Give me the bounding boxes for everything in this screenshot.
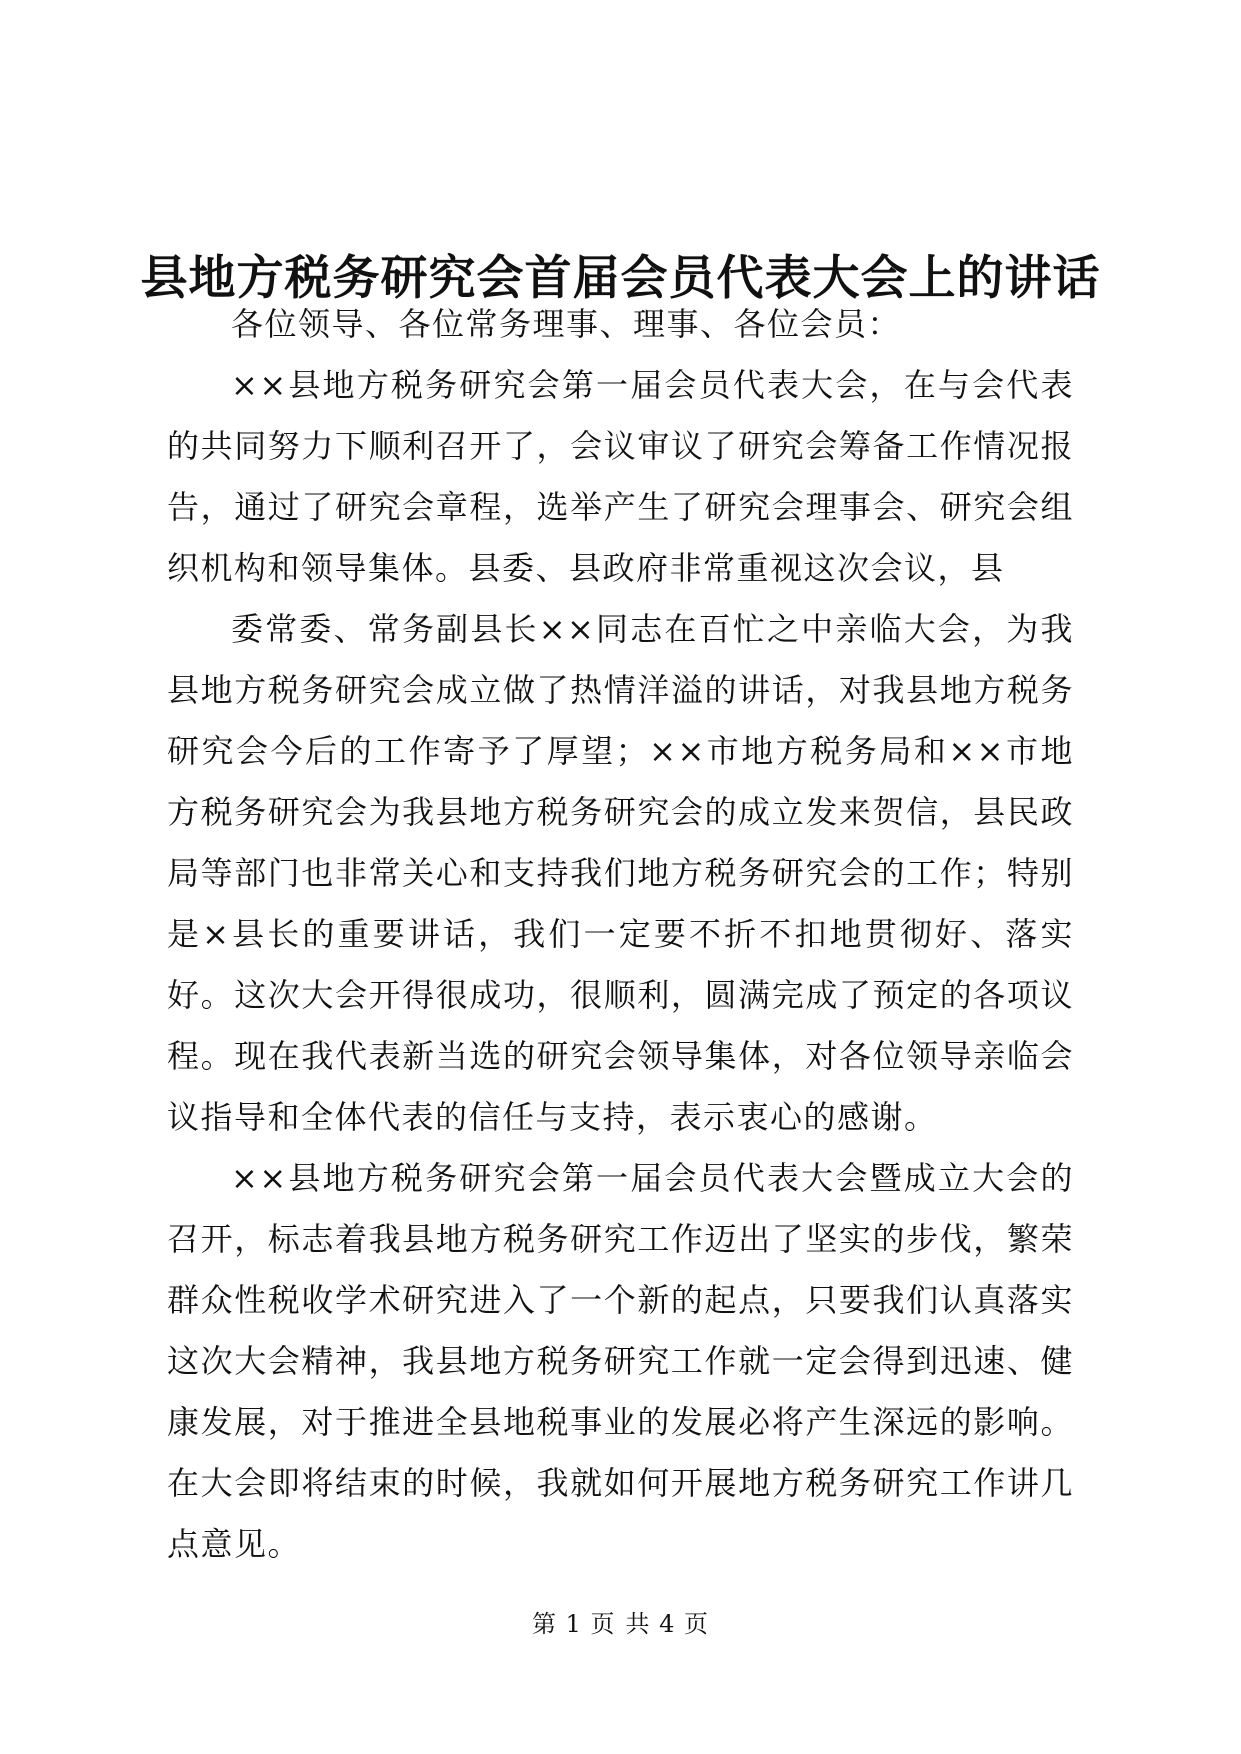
page-footer: [0, 1609, 1241, 1639]
body-paragraph-3: ××县地方税务研究会第一届会员代表大会暨成立大会的召开，标志着我县地方税务研究工作迈出了坚实的步伐，繁荣群众性税收学术研究进入了一个新的起点，只要我们认真落实这次大会精神，我县地方税务研究工作就一定会得到迅速、健康发展，对于推进全县地税事业的发展必将产生深远的影响。在大会即将结束的时候，我就如何开展地方税务研究工作讲几点意见。: [167, 1159, 1074, 1563]
page-number-total: 共 4 页: [625, 1610, 710, 1638]
page-number-current: 第 1 页: [531, 1610, 616, 1638]
body-paragraph-1: ××县地方税务研究会第一届会员代表大会，在与会代表的共同努力下顺利召开了，会议审议了研究会筹备工作情况报告，通过了研究会章程，选举产生了研究会理事会、研究会组织机构和领导集体。县委、县政府非常重视这次会议，县: [167, 366, 1074, 587]
body-paragraph-2: 委常委、常务副县长××同志在百忙之中亲临大会，为我县地方税务研究会成立做了热情洋溢的讲话，对我县地方税务研究会今后的工作寄予了厚望；××市地方税务局和××市地方税务研究会为我县地方税务研究会的成立发来贺信，县民政局等部门也非常关心和支持我们地方税务研究会的工作；特别是×县长的重要讲话，我们一定要不折不扣地贯彻好、落实好。这次大会开得很成功，很顺利，圆满完成了预定的各项议程。现在我代表新当选的研究会领导集体，对各位领导亲临会议指导和全体代表的信任与支持，表示衷心的感谢。: [167, 610, 1074, 1136]
document-title: 县地方税务研究会首届会员代表大会上的讲话: [140, 251, 1101, 307]
document-body: [167, 294, 1074, 1575]
salutation-paragraph: 各位领导、各位常务理事、理事、各位会员：: [231, 305, 902, 343]
